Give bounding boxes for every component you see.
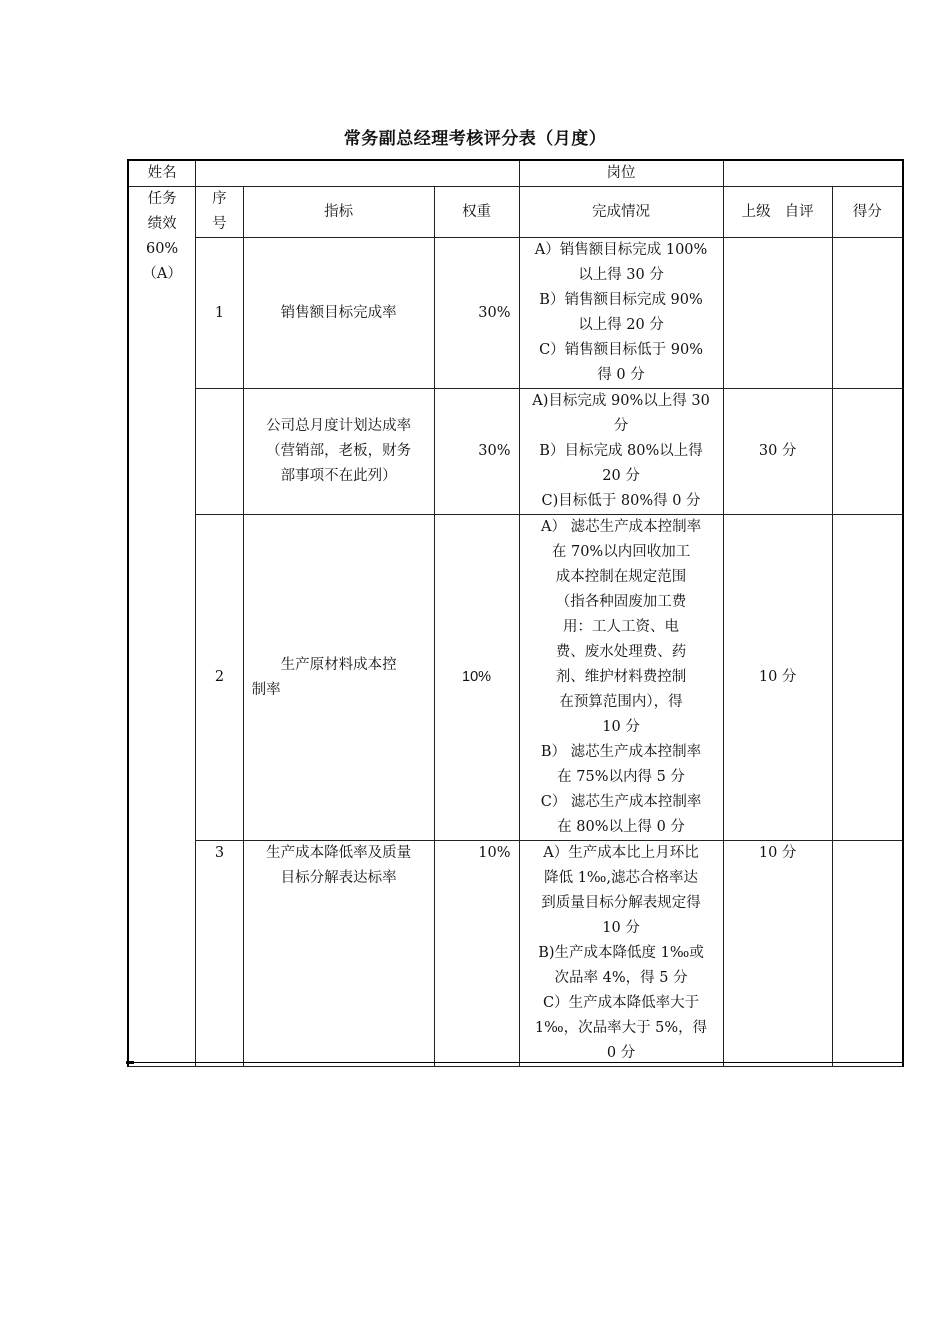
evaluation-table <box>127 159 904 1067</box>
superior-self-cell[interactable]: 30 分 <box>723 389 832 515</box>
weight-cell: 30% <box>434 238 519 389</box>
indicator-cell: 生产原材料成本控 制率 <box>243 515 434 841</box>
name-position-row <box>128 160 903 187</box>
table-row <box>128 389 903 515</box>
superior-self-cell[interactable]: 10 分 <box>723 841 832 1067</box>
seq-header: 序 号 <box>196 187 243 238</box>
category-line: （A） <box>142 266 182 282</box>
score-cell[interactable] <box>832 389 903 515</box>
name-field[interactable] <box>196 160 519 187</box>
column-header-row <box>128 187 903 238</box>
table-bottom-border <box>126 1062 904 1063</box>
position-field[interactable] <box>723 160 903 187</box>
table-row <box>128 238 903 389</box>
score-cell[interactable] <box>832 841 903 1067</box>
weight-cell: 10% <box>434 515 519 841</box>
seq-cell: 1 <box>196 238 243 389</box>
weight-cell: 30% <box>434 389 519 515</box>
criteria-cell: A） 滤芯生产成本控制率 在 70%以内回收加工 成本控制在规定范围 （指各种固废加工费 用：工人工资、电 费、废水处理费、药 剂、维护材料费控制 在预算范围内），得 10 分 B） 滤芯生产成本控制率 在 75%以内得 5 分 C） 滤芯生产成本控制率 在 80%以上得 0 分 <box>519 515 723 841</box>
indicator-cell: 公司总月度计划达成率 （营销部，老板，财务 部事项不在此列） <box>243 389 434 515</box>
table-row <box>128 841 903 1067</box>
name-label: 姓名 <box>128 160 196 187</box>
indicator-header: 指标 <box>243 187 434 238</box>
seq-cell: 2 <box>196 515 243 841</box>
category-line: 60% <box>145 241 179 257</box>
position-label: 岗位 <box>519 160 723 187</box>
score-cell[interactable] <box>832 238 903 389</box>
category-cell <box>128 187 196 1067</box>
criteria-cell: A）销售额目标完成 100% 以上得 30 分 B）销售额目标完成 90% 以上得 20 分 C）销售额目标低于 90% 得 0 分 <box>519 238 723 389</box>
indicator-cell: 生产成本降低率及质量 目标分解表达标率 <box>243 841 434 1067</box>
indicator-cell: 销售额目标完成率 <box>243 238 434 389</box>
form-title: 常务副总经理考核评分表（月度） <box>343 129 607 149</box>
criteria-cell: A)目标完成 90%以上得 30 分 B）目标完成 80%以上得 20 分 C)目标低于 80%得 0 分 <box>519 389 723 515</box>
seq-cell: 3 <box>196 841 243 1067</box>
criteria-cell: A）生产成本比上月环比 降低 1‰,滤芯合格率达 到质量目标分解表规定得 10 分 B)生产成本降低度 1‰或 次品率 4%，得 5 分 C）生产成本降低率大于 1‰，次品率大于 5%，得 0 分 <box>519 841 723 1067</box>
score-cell[interactable] <box>832 515 903 841</box>
seq-cell <box>196 389 243 515</box>
weight-cell: 10% <box>434 841 519 1067</box>
completion-header: 完成情况 <box>519 187 723 238</box>
score-header: 得分 <box>832 187 903 238</box>
table-corner-mark <box>126 1061 134 1064</box>
category-line: 任务 <box>147 191 177 207</box>
superior-self-cell[interactable] <box>723 238 832 389</box>
weight-header: 权重 <box>434 187 519 238</box>
table-row <box>128 515 903 841</box>
category-line: 绩效 <box>147 216 177 232</box>
superior-self-cell[interactable]: 10 分 <box>723 515 832 841</box>
superior-self-header: 上级 自评 <box>723 187 832 238</box>
